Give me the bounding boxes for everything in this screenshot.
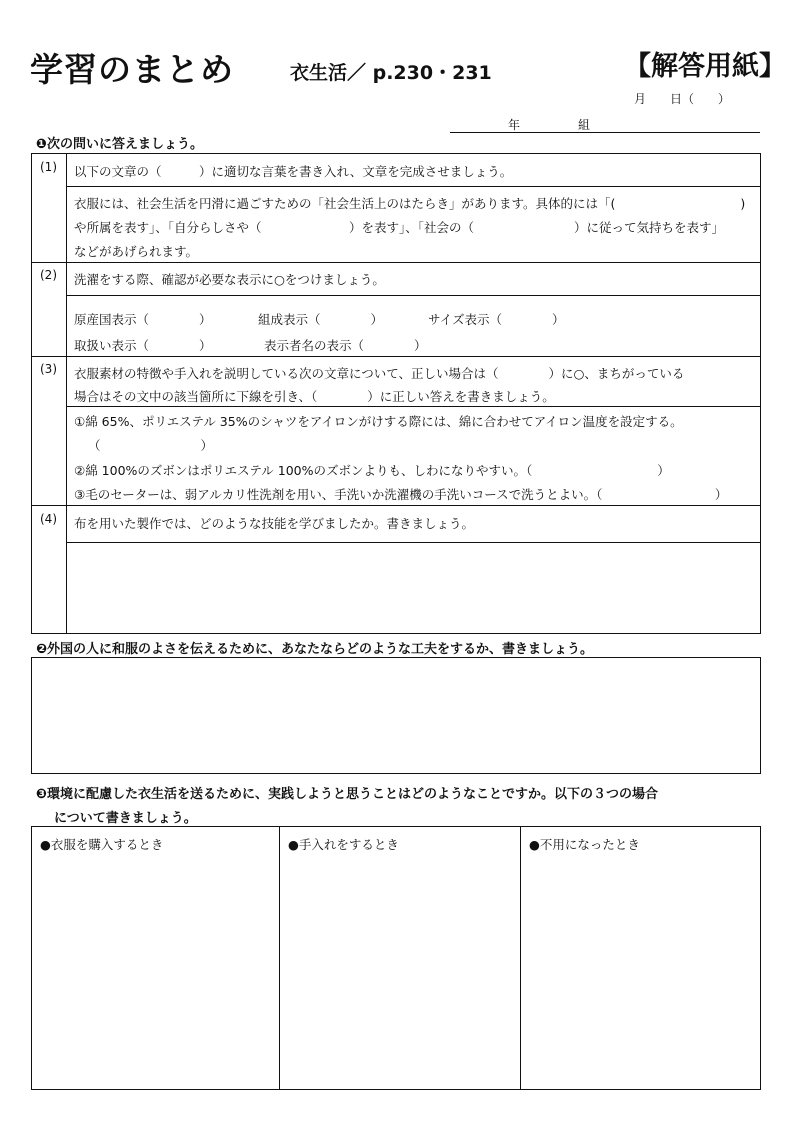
section3-table: [31, 826, 761, 1090]
q1-line: などがあげられます。: [74, 244, 199, 259]
q3-number: (3): [40, 362, 57, 376]
q1-prompt: 以下の文章の（ ）に適切な言葉を書き入れ、文章を完成させましょう。: [74, 164, 513, 179]
q2-option: 表示者名の表示（ ）: [264, 338, 427, 353]
q3-prompt: 場合はその文中の該当箇所に下線を引き、（ ）に正しい答えを書きましょう。: [74, 389, 555, 404]
q2-prompt: 洗濯をする際、確認が必要な表示に○をつけましょう。: [74, 272, 385, 287]
page-title: 学習のまとめ: [30, 50, 234, 89]
q3-item: ①綿 65%、ポリエステル 35%のシャツをアイロンがけする際には、綿に合わせてアイロン温度を設定する。: [74, 414, 683, 429]
section3-heading: について書きましょう。: [54, 811, 197, 826]
section2-answer-area[interactable]: [31, 657, 761, 774]
col-label-care: ●手入れをするとき: [288, 837, 399, 852]
q3-prompt: 衣服素材の特徴や手入れを説明している次の文章について、正しい場合は（ ）に○、まちがっている: [74, 366, 685, 381]
q2-option: サイズ表示（ ）: [428, 312, 565, 327]
q4-answer-area[interactable]: [68, 546, 758, 630]
section3-heading: ❸環境に配慮した衣生活を送るために、実践しようと思うことはどのようなことですか。以下の３つの場合: [36, 787, 659, 802]
q4-number: (4): [40, 512, 57, 526]
q3-item: ③毛のセーターは、弱アルカリ性洗剤を用い、手洗いか洗濯機の手洗いコースで洗うとよい。（ ）: [74, 487, 728, 502]
class-field: [450, 114, 760, 133]
q2-option: 原産国表示（ ）: [74, 312, 212, 327]
col-label-buying: ●衣服を購入するとき: [40, 837, 164, 852]
section2-heading: ❷外国の人に和服のよさを伝えるために、あなたならどのような工夫をするか、書きましょう。: [36, 642, 594, 657]
year-label: 年: [508, 118, 521, 132]
date-field: 月 日（ ）: [634, 92, 731, 106]
q2-option: 組成表示（ ）: [258, 312, 384, 327]
section1-table: [31, 153, 761, 634]
q3-item: ②綿 100%のズボンはポリエステル 100%のズボンよりも、しわになりやすい。（ ）: [74, 463, 670, 478]
q2-number: (2): [40, 268, 57, 282]
section1-heading: ❶次の問いに答えましょう。: [36, 137, 204, 152]
col-label-disposal: ●不用になったとき: [529, 837, 640, 852]
q3-item-blank: （ ）: [88, 438, 214, 453]
class-label: 組: [578, 118, 591, 132]
q1-number: (1): [40, 160, 57, 174]
page-subtitle: 衣生活／ p.230・231: [290, 62, 492, 84]
q1-line: や所属を表す」、「自分らしさや（ ）を表す」、「社会の（ ）に従って気持ちを表す」: [74, 220, 725, 235]
q1-line: 衣服には、社会生活を円滑に過ごすための「社会生活上のはたらき」があります。具体的には「( ): [74, 196, 746, 211]
q4-prompt: 布を用いた製作では、どのような技能を学びましたか。書きましょう。: [74, 516, 475, 531]
q2-option: 取扱い表示（ ）: [74, 338, 212, 353]
answer-sheet-label: 【解答用紙】: [624, 51, 786, 82]
